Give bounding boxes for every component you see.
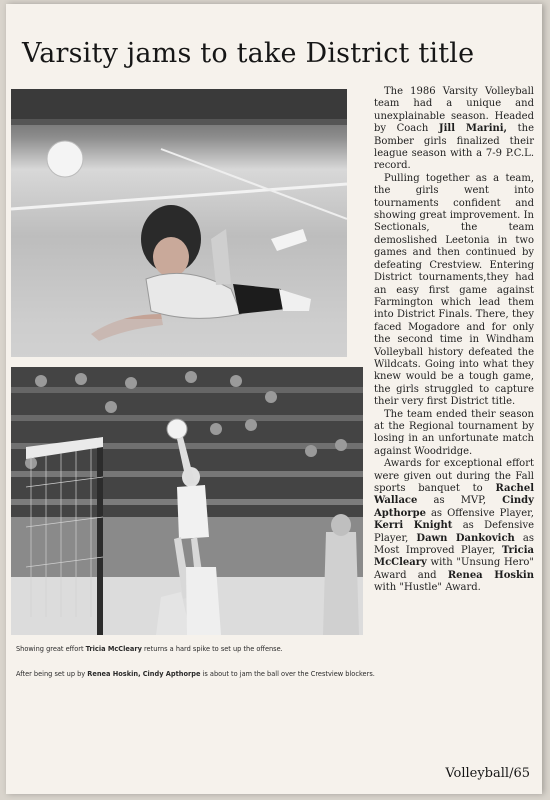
award-name: Jill Marini, [438, 123, 508, 135]
award-name: Cindy Apthorpe [374, 495, 534, 519]
caption-text: After being set up by [16, 670, 88, 678]
award-name: Kerri Knight [374, 520, 453, 532]
article-text: with "Hustle" Award. [374, 582, 481, 594]
award-name: Rachel Wallace [374, 483, 534, 507]
article-text: Awards for exceptional effort were given out during the Fall sports banquet to [374, 458, 534, 494]
article-text: as Offensive Player, [425, 507, 534, 519]
photo-caption-jam-ball [16, 670, 376, 679]
award-name: Renea Hoskin [447, 569, 535, 581]
article-text: The 1986 Varsity Volleyball team had a unique and unexplainable season. Headed by Coach [374, 86, 534, 135]
caption-player-name: Tricia McCleary [85, 645, 142, 653]
article-text: as Most Improved Player, [374, 532, 534, 557]
article-paragraph [374, 86, 534, 173]
page-folio: Volleyball/65 [445, 766, 530, 781]
caption-text: returns a hard spike to set up the offense. [141, 645, 283, 653]
caption-player-name: Renea Hoskin, [87, 670, 141, 678]
page-headline: Varsity jams to take District title [22, 38, 475, 69]
article-text: the Bomber girls finalized their league season with a 7-9 P.C.L. record. [374, 123, 534, 172]
article-text: The team ended their season at the Regional tournament by losing in an unfortunate match against Woodridge. [374, 408, 534, 457]
article-text: with "Unsung Hero" Award and [374, 557, 534, 581]
article-paragraph [374, 173, 534, 409]
photo-spike-at-net-drawing [11, 367, 363, 635]
article-paragraph [374, 458, 534, 594]
article-body [374, 86, 534, 595]
article-paragraph [374, 409, 534, 459]
yearbook-page [6, 4, 542, 794]
award-name: Dawn Dankovich [416, 532, 515, 544]
award-name: Tricia McCleary [374, 545, 534, 569]
photo-diving-player [11, 89, 347, 357]
caption-text: is about to jam the ball over the Crestview blockers. [200, 670, 375, 678]
photo-diving-player-drawing [11, 89, 347, 357]
photo-spike-at-net [11, 367, 363, 635]
article-text: as Defensive Player, [374, 520, 535, 544]
photo-caption-spike-return [16, 645, 376, 654]
caption-player-name: Cindy Apthorpe [142, 670, 201, 678]
caption-text: Showing great effort [16, 645, 86, 653]
article-text: as MVP, [417, 495, 503, 507]
article-text: Pulling together as a team, the girls went into tournaments confident and showing great improvement. In Sectionals, the team demoslished Leetonia in two games and then continued by defeating Crestview. Entering District tournaments,they had an easy first game against Farmington which lead them into District Finals. There, they faced Mogadore and for only the second time in Windham Volleyball history defeated the Wildcats. Going into what they knew would be a tough game, the girls struggled to capture their very first District title. [374, 172, 534, 408]
